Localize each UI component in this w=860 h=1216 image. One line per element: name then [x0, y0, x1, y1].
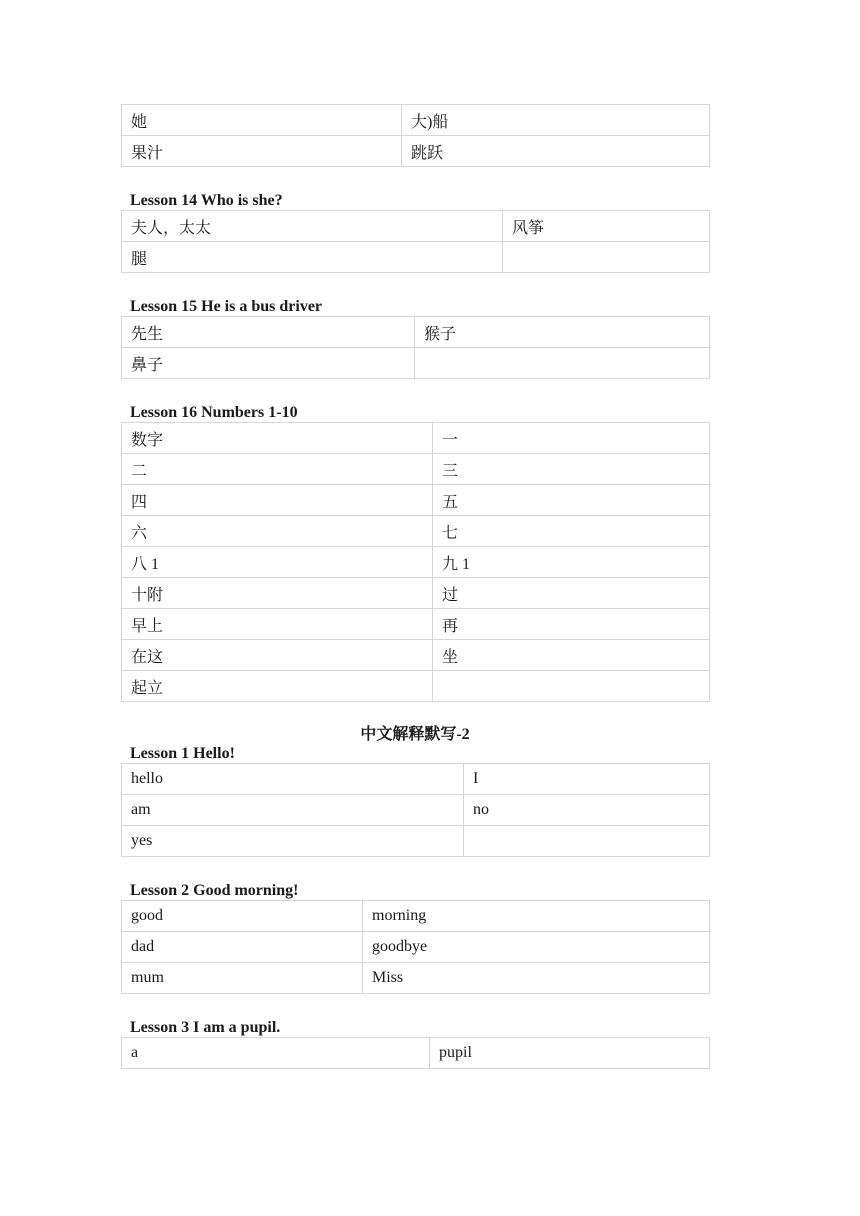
table-row	[122, 578, 710, 609]
table-cell: 她	[122, 105, 402, 136]
table-row	[122, 516, 710, 547]
table-cell: 鼻子	[122, 348, 415, 379]
table-row	[122, 963, 710, 994]
table-cell: good	[122, 901, 363, 932]
table-row	[122, 826, 710, 857]
vocab-table-lesson15	[121, 316, 710, 379]
section-title: 中文解释默写-2	[360, 726, 470, 743]
table-row	[122, 547, 710, 578]
table-cell: 四	[122, 485, 433, 516]
table-cell: yes	[122, 826, 464, 857]
table-row	[122, 211, 710, 242]
table-row	[122, 348, 710, 379]
table-cell: 再	[433, 609, 710, 640]
table-cell: 在这	[122, 640, 433, 671]
table-cell: 早上	[122, 609, 433, 640]
table-cell: Miss	[363, 963, 710, 994]
table-cell: 五	[433, 485, 710, 516]
table-cell	[464, 826, 710, 857]
table-cell: pupil	[430, 1038, 710, 1069]
lesson-heading: Lesson 14 Who is she?	[130, 192, 283, 209]
table-cell: 七	[433, 516, 710, 547]
table-row	[122, 901, 710, 932]
table-cell: mum	[122, 963, 363, 994]
table-cell: 大)船	[402, 105, 710, 136]
table-cell: 八 1	[122, 547, 433, 578]
table-row	[122, 1038, 710, 1069]
table-cell: 腿	[122, 242, 503, 273]
table-cell: goodbye	[363, 932, 710, 963]
table-cell	[503, 242, 710, 273]
table-cell: 坐	[433, 640, 710, 671]
table-row	[122, 795, 710, 826]
table-cell: 数字	[122, 423, 433, 454]
table-cell: 三	[433, 454, 710, 485]
vocab-table-lesson1	[121, 763, 710, 857]
table-cell: I	[464, 764, 710, 795]
table-row	[122, 105, 710, 136]
table-cell: no	[464, 795, 710, 826]
table-row	[122, 764, 710, 795]
lesson-heading: Lesson 2 Good morning!	[130, 882, 299, 899]
lesson-heading: Lesson 15 He is a bus driver	[130, 298, 323, 315]
table-row	[122, 136, 710, 167]
table-row	[122, 454, 710, 485]
table-row	[122, 932, 710, 963]
table-cell: hello	[122, 764, 464, 795]
vocab-table-lesson16	[121, 422, 710, 702]
lesson-heading: Lesson 1 Hello!	[130, 745, 235, 762]
table-cell: 风筝	[503, 211, 710, 242]
lesson-heading: Lesson 3 I am a pupil.	[130, 1019, 281, 1036]
table-cell: a	[122, 1038, 430, 1069]
table-row	[122, 423, 710, 454]
table-cell: morning	[363, 901, 710, 932]
table-cell	[433, 671, 710, 702]
worksheet	[121, 104, 709, 1069]
table-row	[122, 609, 710, 640]
table-cell: 先生	[122, 317, 415, 348]
table-row	[122, 317, 710, 348]
table-cell: 猴子	[415, 317, 710, 348]
table-cell: 六	[122, 516, 433, 547]
table-cell: 九 1	[433, 547, 710, 578]
table-cell: 跳跃	[402, 136, 710, 167]
table-cell: 一	[433, 423, 710, 454]
table-cell: am	[122, 795, 464, 826]
table-row	[122, 242, 710, 273]
table-cell: 起立	[122, 671, 433, 702]
lesson-heading: Lesson 16 Numbers 1-10	[130, 404, 298, 421]
table-row	[122, 671, 710, 702]
table-cell: 二	[122, 454, 433, 485]
vocab-table-continued	[121, 104, 710, 167]
table-cell: 果汁	[122, 136, 402, 167]
table-cell: 十附	[122, 578, 433, 609]
table-cell: dad	[122, 932, 363, 963]
table-row	[122, 485, 710, 516]
vocab-table-lesson14	[121, 210, 710, 273]
table-cell: 过	[433, 578, 710, 609]
vocab-table-lesson2	[121, 900, 710, 994]
table-row	[122, 640, 710, 671]
table-cell	[415, 348, 710, 379]
vocab-table-lesson3	[121, 1037, 710, 1069]
table-cell: 夫人，太太	[122, 211, 503, 242]
